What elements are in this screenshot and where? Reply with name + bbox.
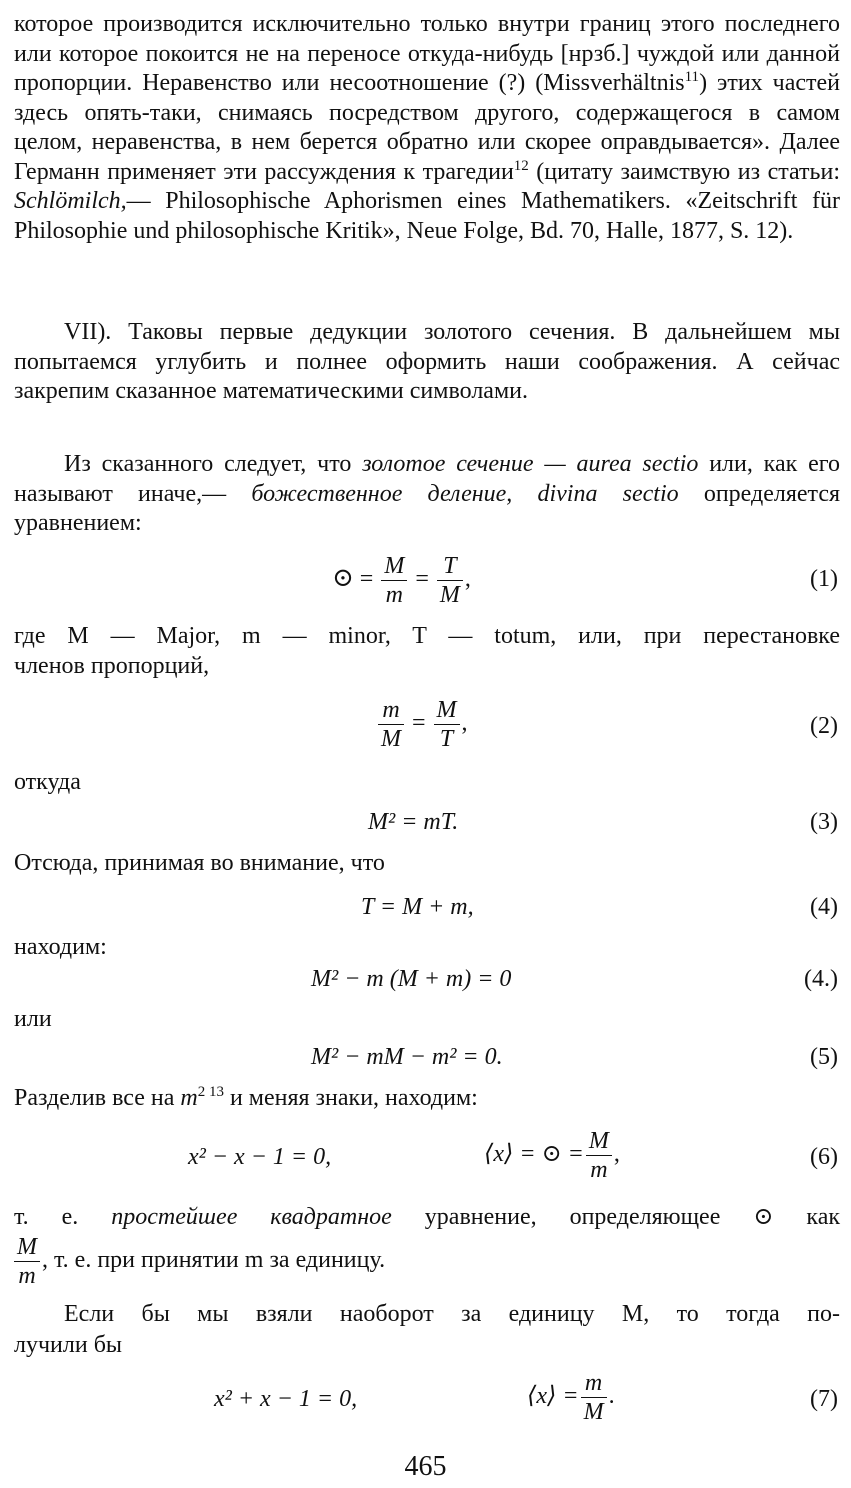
denominator: M — [381, 726, 401, 752]
text-run: (цитату заимствую из статьи: — [528, 158, 840, 185]
superscript: 2 13 — [197, 1084, 224, 1100]
text-line — [14, 1234, 385, 1289]
term-italic: золотое сечение — aurea sectio — [362, 451, 699, 477]
term-italic: простейшее квадратное — [111, 1204, 392, 1230]
text-line: или — [14, 1006, 52, 1032]
equation-6-right: ⟨x⟩ = ⊙ = $\frac{M}{m}$ , — [484, 1128, 620, 1183]
equation-number: (3) — [810, 809, 838, 835]
equation-number: (7) — [810, 1386, 838, 1412]
author-name: Schlömilch, — [14, 188, 127, 214]
text-line — [14, 1084, 478, 1113]
equation-1: ⊙ = $\frac{M}{m}$ = $\frac{T}{M}$ , — [332, 553, 471, 608]
fraction — [434, 697, 460, 752]
equation-number: (1) — [810, 566, 838, 592]
fraction — [581, 1370, 607, 1425]
equation-7-right: ⟨x⟩ = $\frac{m}{M}$ . — [527, 1370, 615, 1425]
text-run: и меняя знаки, находим: — [223, 1085, 478, 1111]
denominator: T — [439, 726, 454, 752]
numerator: T — [437, 553, 463, 581]
where-line: где M — Major, m — minor, T — totum, или, при перестановке — [14, 623, 840, 649]
equation-6-left: x² − x − 1 = 0, — [188, 1144, 332, 1170]
text-run: Из сказанного следует, что — [64, 451, 363, 477]
fraction — [437, 553, 463, 608]
fraction — [14, 1234, 40, 1289]
odot-symbol: ⊙ — [332, 563, 354, 593]
denominator: M — [583, 1399, 604, 1425]
equation-number: (2) — [810, 713, 838, 739]
denominator: m — [590, 1157, 608, 1183]
text-line: Если бы мы взяли наоборот за единицу M, то тогда по- — [64, 1301, 840, 1327]
equation-5: M² − mM − m² = 0. — [311, 1044, 503, 1070]
text-run: т. е. — [14, 1204, 112, 1230]
text-line: находим: — [14, 934, 107, 960]
footnote-ref: 11 — [684, 69, 700, 85]
equation-number: (6) — [810, 1144, 838, 1170]
paragraph-definition — [14, 450, 840, 539]
page-number: 465 — [404, 1451, 447, 1482]
numerator: M — [434, 697, 460, 725]
text-run: которое производится исключительно только внутри границ этого последнего или которое покоится не на переносе откуда-нибудь [нрзб.] чуждой или данной пропорции. Неравенство или несоотношение (?) (Missverhältnis — [14, 11, 840, 96]
paragraph-continued — [14, 10, 840, 246]
term-italic: божественное деление, divina sectio — [251, 480, 679, 507]
equation-2: $\frac{m}{M}$ = $\frac{M}{T}$ , — [376, 697, 468, 752]
numerator: m — [581, 1370, 607, 1398]
text-run: ) этих частей здесь опять-таки, снимаясь посредством другого, содержащегося в самом целом, неравенства, в нем берется обратно или скорее оправдывается». Далее Германн применяет эти рассуждения к трагедии — [14, 70, 841, 185]
equation-number: (5) — [810, 1044, 838, 1070]
text-run: или, как его называют иначе,— — [14, 451, 841, 507]
numerator: m — [378, 697, 404, 725]
numerator: M — [14, 1234, 40, 1262]
equation-7-left: x² + x − 1 = 0, — [214, 1386, 358, 1412]
variable: m — [180, 1085, 198, 1111]
denominator: M — [439, 582, 460, 608]
denominator: m — [18, 1263, 36, 1289]
numerator: M — [381, 553, 407, 581]
expression: ⟨x⟩ = ⊙ = — [484, 1141, 584, 1168]
fraction — [378, 697, 404, 752]
text-line: членов пропорций, — [14, 653, 210, 679]
equation-number: (4.) — [804, 966, 838, 992]
denominator: m — [385, 582, 404, 608]
text-run: определяется уравнением: — [14, 480, 841, 536]
numerator: M — [586, 1128, 612, 1156]
text-line — [14, 1203, 840, 1232]
equation-4: T = M + m, — [361, 894, 474, 920]
text-run: — Philosophische Aphorismen eines Mathematikers. «Zeitschrift für Philosophie und philosophische Kritik», Neue Folge, Bd. 70, Halle, 1877, S. 12). — [14, 188, 840, 244]
footnote-ref: 12 — [513, 157, 529, 174]
equation-number: (4) — [810, 894, 838, 920]
text-line: откуда — [14, 769, 81, 795]
text-line: лучили бы — [14, 1332, 123, 1358]
text-run: Разделив все на — [14, 1085, 181, 1111]
expression: ⟨x⟩ = — [527, 1383, 579, 1410]
text-line: Отсюда, принимая во внимание, что — [14, 850, 385, 876]
equation-3: M² = mT. — [368, 809, 459, 835]
text-run: уравнение, определяющее ⊙ как — [391, 1204, 841, 1230]
text-run: , т. е. при принятии m за единицу. — [42, 1247, 386, 1274]
fraction — [381, 553, 407, 608]
equation-4-dot: M² − m (M + m) = 0 — [311, 966, 512, 992]
paragraph-vii: VII). Таковы первые дедукции золотого сечения. В дальнейшем мы попытаемся углубить и полнее оформить наши соображения. А сейчас закрепим сказанное математическими символами. — [14, 319, 840, 404]
fraction — [586, 1128, 612, 1183]
